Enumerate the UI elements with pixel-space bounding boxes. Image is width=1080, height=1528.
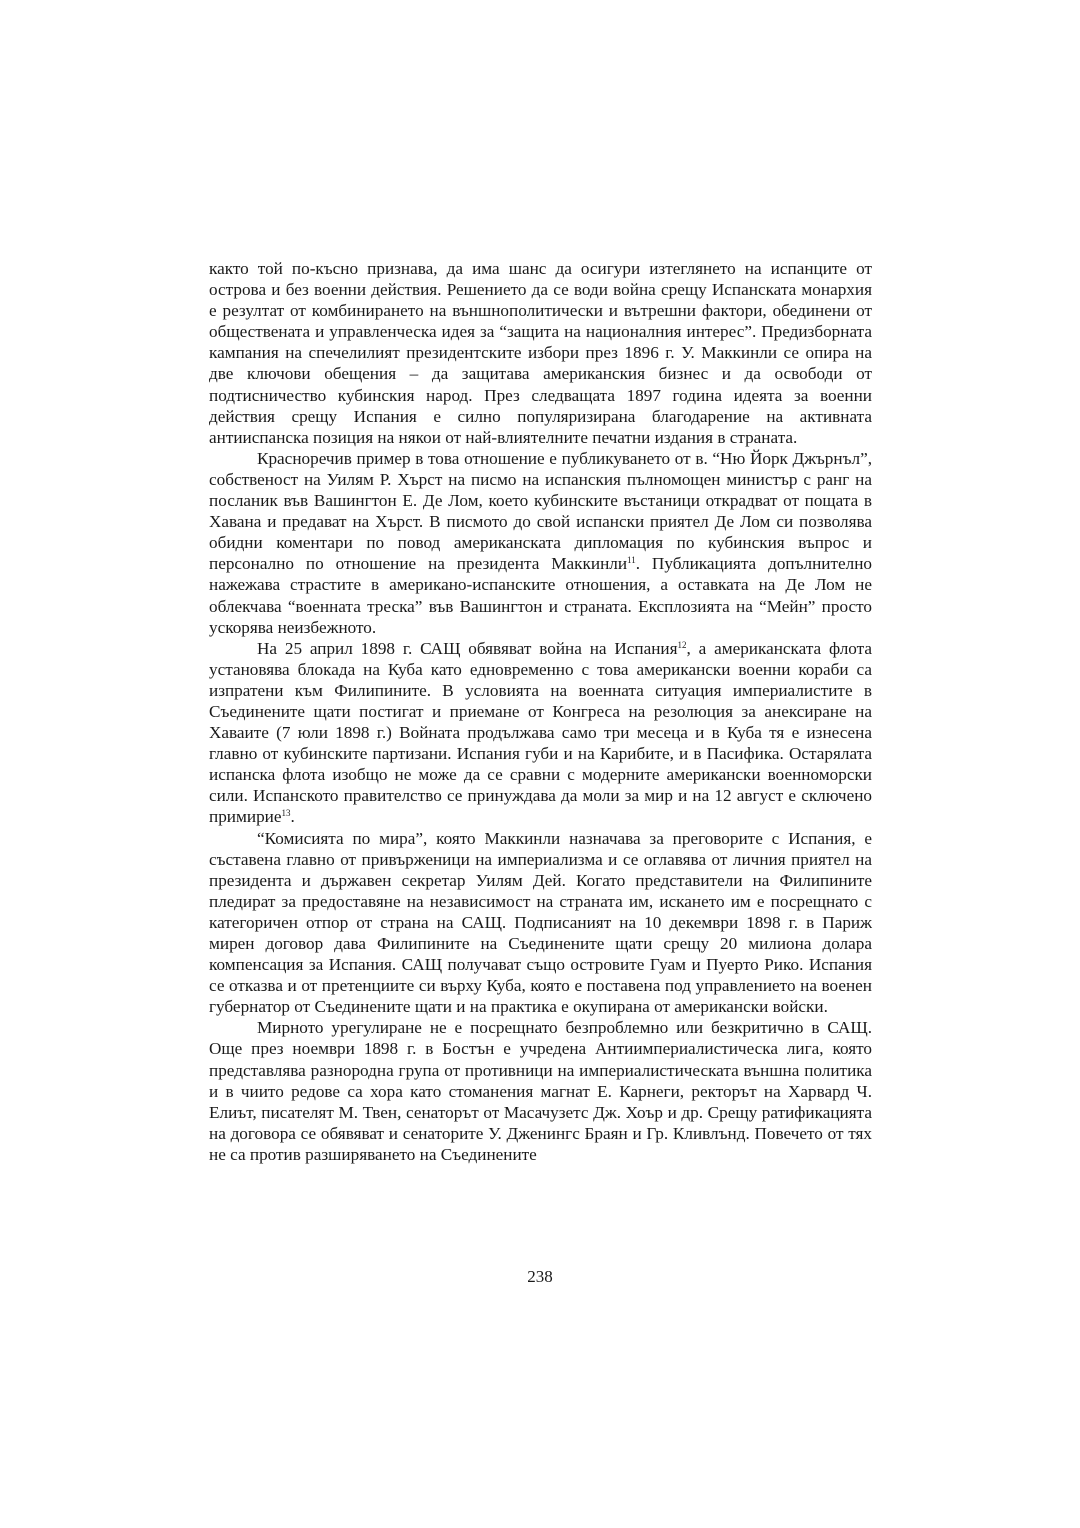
paragraph-text: както той по-късно признава, да има шанс да осигури изтеглянето на испанците от острова и без военни действия. Решението да се води война срещу Испанската монархия е резултат от комбинирането на външнополитически и вътрешни фактори, обединени от обществената и управленческа идея за “защита на националния интерес”. Предизборната кампания на спечелилият президентските избори през 1896 г. У. Маккинли се опира на две ключови обещения – да защитава американския бизнес и да освободи от подтисничество кубинския народ. През следващата 1897 година идеята за военни действия срещу Испания е силно популяризирана благодарение на активната антииспанска позиция на някои от най-влиятелните печатни издания в страната. xyxy=(209,259,872,447)
paragraph-text: “Комисията по мира”, която Маккинли назначава за преговорите с Испания, е съставена главно от привърженици на империализма и се оглавява от личния приятел на президента и държавен секретар Уилям Дей. Когато представители на Филипините пледират за предоставяне на независимост на страната им, искането им е посрещнато с категоричен отпор от страна на САЩ. Подписаният на 10 декември 1898 г. в Париж мирен договор дава Филипините на Съединените щати срещу 20 милиона долара компенсация за Испания. САЩ получават също островите Гуам и Пуерто Рико. Испания се отказва и от претенциите си върху Куба, която е поставена под управлението на военен губернатор от Съединените щати и на практика е окупирана от американски войски. xyxy=(209,828,872,1017)
paragraph-1 xyxy=(209,258,872,448)
paragraph-text: . xyxy=(290,807,295,827)
footnote-ref-11[interactable]: 11 xyxy=(627,555,636,566)
paragraph-text: На 25 април 1898 г. САЩ обявяват война на Испания xyxy=(257,638,678,658)
footnote-ref-12[interactable]: 12 xyxy=(677,639,687,650)
paragraph-2 xyxy=(209,448,872,638)
page-number: 238 xyxy=(527,1267,553,1286)
paragraph-text: Красноречив пример в това отношение е публикуването от в. “Ню Йорк Джърнъл”, собственост на Уилям Р. Хърст на писмо на испанския пълномощен министър с ранг на посланик във Вашингтон Е. Де Лом, което кубинските въстаници открадват от пощата в Хавана и предават на Хърст. В писмото до свой испански приятел Де Лом си позволява обидни коментари по повод американската дипломация по кубинския въпрос и персонално по отношение на президента Маккинли xyxy=(209,448,872,574)
footnote-ref-13[interactable]: 13 xyxy=(281,808,291,819)
paragraph-4 xyxy=(209,828,872,1018)
paragraph-text: Мирното урегулиране не е посрещнато безпроблемно или безкритично в САЩ. Още през ноември 1898 г. в Бостън е учредена Антиимпериалистическа лига, която представлява разнородна група от противници на империалистическата външна политика и в чиито редове са хора като стоманения магнат Е. Карнеги, ректорът на Харвард Ч. Елиът, писателят М. Твен, сенаторът от Масачузетс Дж. Хоър и др. Срещу ратификацията на договора се обявяват и сенаторите У. Дженингс Браян и Гр. Кливлънд. Повечето от тях не са против разширяването на Съединените xyxy=(209,1018,872,1164)
paragraph-5 xyxy=(209,1017,872,1165)
paragraph-text: , а американската флота установява блокада на Куба като едновременно с това американски военни кораби са изпратени към Филипините. В условията на военната ситуация империалистите в Съединените щати постигат и приемане от Конгреса на резолюция за анексиране на Хаваите (7 юли 1898 г.) Войната продължава само три месеца и в Куба тя е изнесена главно от кубинските партизани. Испания губи и на Карибите, и в Пасифика. Остарялата испанска флота изобщо не може да се сравни с модерните американски военноморски сили. Испанското правителство се принуждава да моли за мир и на 12 август е сключено примирие xyxy=(209,638,872,827)
paragraph-text: . Публикацията допълнително нажежава страстите в американо-испанските отношения, а оставката на Де Лом не облекчава “военната треска” във Вашингтон и страната. Експлозията на “Мейн” просто ускорява неизбежното. xyxy=(209,554,872,637)
body-text xyxy=(209,258,872,1165)
paragraph-3 xyxy=(209,638,872,828)
